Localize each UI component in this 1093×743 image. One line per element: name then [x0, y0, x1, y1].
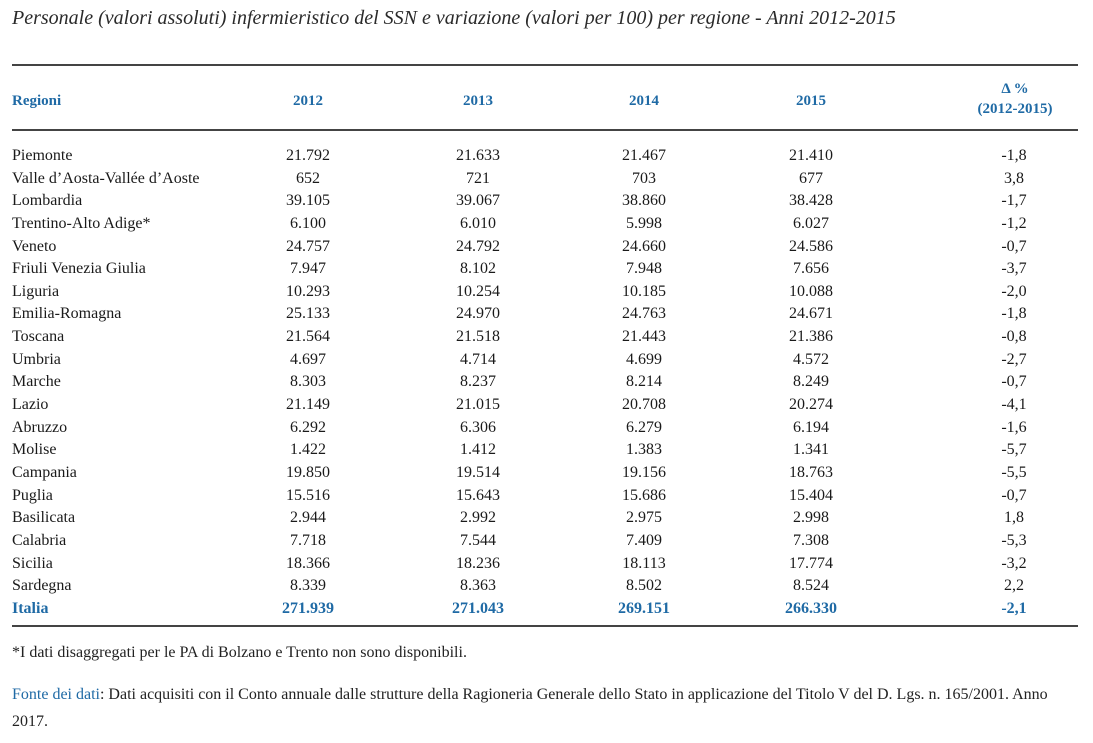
value-2014: 1.383 [626, 441, 662, 459]
region-name: Friuli Venezia Giulia [12, 260, 146, 278]
source-label: Fonte dei dati [12, 686, 100, 703]
value-2015: 24.671 [789, 305, 833, 323]
region-name: Umbria [12, 350, 61, 368]
value-2012: 6.100 [290, 214, 326, 232]
value-2014: 4.699 [626, 350, 662, 368]
region-name: Valle d’Aosta-Vallée d’Aoste [12, 169, 200, 187]
value-delta: -0,7 [1001, 373, 1027, 391]
value-2014: 19.156 [622, 463, 666, 481]
table-row [12, 553, 1078, 576]
region-name: Marche [12, 373, 61, 391]
table-row [12, 190, 1078, 213]
region-name: Puglia [12, 486, 53, 504]
value-delta: -0,7 [1001, 486, 1027, 504]
value-2015: 20.274 [789, 396, 833, 414]
value-2014: 2.975 [626, 509, 662, 527]
value-2013: 2.992 [460, 509, 496, 527]
region-name: Sicilia [12, 554, 53, 572]
value-2014: 8.502 [626, 577, 662, 595]
value-2013: 24.792 [456, 237, 500, 255]
value-2015: 6.027 [793, 214, 829, 232]
value-2014: 5.998 [626, 214, 662, 232]
table-row [12, 530, 1078, 553]
value-delta: -1,8 [1001, 147, 1027, 164]
value-delta: -2,1 [1001, 599, 1027, 617]
header-2013: 2013 [463, 93, 493, 109]
header-regioni: Regioni [12, 93, 62, 109]
value-2012: 19.850 [286, 463, 330, 481]
value-2014: 15.686 [622, 486, 666, 504]
value-2012: 21.564 [286, 328, 330, 346]
value-2014: 7.948 [626, 260, 662, 278]
value-2012: 24.757 [286, 237, 330, 255]
value-2012: 2.944 [290, 509, 326, 527]
value-delta: -5,5 [1001, 463, 1027, 481]
value-2014: 21.467 [622, 147, 666, 164]
value-2015: 8.524 [793, 577, 829, 595]
value-2012: 271.939 [282, 599, 334, 617]
source-text: : Dati acquisiti con il Conto annuale dalle strutture della Ragioneria Generale dello Stato in applicazione del Titolo V del D. Lgs. n. 165/2001. Anno 2017. [12, 686, 1048, 730]
value-2015: 7.308 [793, 531, 829, 549]
value-2015: 266.330 [785, 599, 837, 617]
value-2012: 6.292 [290, 418, 326, 436]
value-2012: 8.303 [290, 373, 326, 391]
header-delta-period: (2012-2015) [977, 101, 1053, 117]
table-row [12, 417, 1078, 440]
value-2012: 39.105 [286, 192, 330, 210]
value-2014: 38.860 [622, 192, 666, 210]
value-2012: 7.718 [290, 531, 326, 549]
value-2012: 4.697 [290, 350, 326, 368]
region-name: Sardegna [12, 577, 72, 595]
table-row-total [12, 598, 1078, 621]
value-2014: 6.279 [626, 418, 662, 436]
value-2014: 10.185 [622, 282, 666, 300]
value-2013: 24.970 [456, 305, 500, 323]
value-2013: 4.714 [460, 350, 496, 368]
table-row [12, 326, 1078, 349]
value-2014: 7.409 [626, 531, 662, 549]
value-2013: 15.643 [456, 486, 500, 504]
value-2012: 15.516 [286, 486, 330, 504]
table-title: Personale (valori assoluti) infermieristico del SSN e variazione (valori per 100) per regione - Anni 2012-2015 [12, 7, 896, 29]
value-2012: 18.366 [286, 554, 330, 572]
value-delta: -1,6 [1001, 418, 1027, 436]
value-delta: -4,1 [1001, 396, 1027, 414]
value-2013: 10.254 [456, 282, 500, 300]
table-row [12, 439, 1078, 462]
value-2013: 8.237 [460, 373, 496, 391]
table-row [12, 485, 1078, 508]
header-rule [12, 129, 1078, 131]
footnote: *I dati disaggregati per le PA di Bolzano e Trento non sono disponibili. [12, 644, 467, 661]
region-name: Abruzzo [12, 418, 68, 436]
value-2014: 703 [632, 169, 656, 187]
value-2014: 24.763 [622, 305, 666, 323]
table-row [12, 575, 1078, 598]
region-name: Italia [12, 599, 49, 617]
value-2015: 8.249 [793, 373, 829, 391]
table-body [12, 145, 1078, 620]
table-row [12, 462, 1078, 485]
value-delta: 1,8 [1004, 509, 1024, 527]
table-row [12, 236, 1078, 259]
value-2012: 1.422 [290, 441, 326, 459]
region-name: Trentino-Alto Adige* [12, 214, 151, 232]
value-2013: 1.412 [460, 441, 496, 459]
value-delta: -0,7 [1001, 237, 1027, 255]
value-2012: 10.293 [286, 282, 330, 300]
value-delta: -2,0 [1001, 282, 1027, 300]
value-2012: 25.133 [286, 305, 330, 323]
value-2015: 21.410 [789, 147, 833, 164]
table-row [12, 507, 1078, 530]
value-delta: -1,8 [1001, 305, 1027, 323]
value-2015: 18.763 [789, 463, 833, 481]
value-2013: 271.043 [452, 599, 504, 617]
table-row [12, 258, 1078, 281]
value-2012: 21.149 [286, 396, 330, 414]
value-2012: 652 [296, 169, 320, 187]
value-delta: 2,2 [1004, 577, 1024, 595]
region-name: Molise [12, 441, 57, 459]
value-delta: -1,2 [1001, 214, 1027, 232]
value-2013: 19.514 [456, 463, 500, 481]
header-2012: 2012 [293, 93, 323, 109]
value-2015: 677 [799, 169, 823, 187]
table-row [12, 394, 1078, 417]
table-row [12, 371, 1078, 394]
value-delta: 3,8 [1004, 169, 1024, 187]
value-2013: 21.518 [456, 328, 500, 346]
value-2015: 15.404 [789, 486, 833, 504]
header-2015: 2015 [796, 93, 826, 109]
value-2013: 6.010 [460, 214, 496, 232]
source-note [12, 681, 1082, 735]
value-delta: -5,3 [1001, 531, 1027, 549]
top-rule [12, 64, 1078, 66]
region-name: Piemonte [12, 147, 73, 164]
header-delta-symbol: Δ % [1001, 81, 1029, 97]
value-delta: -0,8 [1001, 328, 1027, 346]
region-name: Veneto [12, 237, 57, 255]
value-2013: 39.067 [456, 192, 500, 210]
value-2013: 721 [466, 169, 490, 187]
value-2015: 38.428 [789, 192, 833, 210]
bottom-rule [12, 625, 1078, 627]
value-2014: 18.113 [622, 554, 666, 572]
value-2014: 21.443 [622, 328, 666, 346]
table-row [12, 281, 1078, 304]
value-delta: -3,7 [1001, 260, 1027, 278]
value-2015: 7.656 [793, 260, 829, 278]
value-2015: 4.572 [793, 350, 829, 368]
header-2014: 2014 [629, 93, 659, 109]
value-2013: 7.544 [460, 531, 496, 549]
region-name: Campania [12, 463, 77, 481]
value-2015: 24.586 [789, 237, 833, 255]
value-2015: 21.386 [789, 328, 833, 346]
value-2012: 7.947 [290, 260, 326, 278]
region-name: Lazio [12, 396, 49, 414]
value-2013: 21.015 [456, 396, 500, 414]
value-2015: 6.194 [793, 418, 829, 436]
table-row [12, 145, 1078, 168]
value-2013: 21.633 [456, 147, 500, 164]
value-delta: -1,7 [1001, 192, 1027, 210]
table-row [12, 213, 1078, 236]
value-2015: 10.088 [789, 282, 833, 300]
header-delta [955, 79, 1075, 119]
value-2014: 20.708 [622, 396, 666, 414]
value-2013: 18.236 [456, 554, 500, 572]
value-2014: 269.151 [618, 599, 670, 617]
value-2014: 8.214 [626, 373, 662, 391]
region-name: Toscana [12, 328, 65, 346]
value-2013: 8.363 [460, 577, 496, 595]
value-2013: 6.306 [460, 418, 496, 436]
table-row [12, 168, 1078, 191]
region-name: Lombardia [12, 192, 83, 210]
value-delta: -5,7 [1001, 441, 1027, 459]
value-2015: 17.774 [789, 554, 833, 572]
table-row [12, 349, 1078, 372]
region-name: Liguria [12, 282, 60, 300]
value-2013: 8.102 [460, 260, 496, 278]
region-name: Calabria [12, 531, 67, 549]
value-delta: -2,7 [1001, 350, 1027, 368]
region-name: Emilia-Romagna [12, 305, 122, 323]
value-2015: 2.998 [793, 509, 829, 527]
value-delta: -3,2 [1001, 554, 1027, 572]
value-2012: 8.339 [290, 577, 326, 595]
value-2012: 21.792 [286, 147, 330, 164]
value-2015: 1.341 [793, 441, 829, 459]
table-row [12, 303, 1078, 326]
value-2014: 24.660 [622, 237, 666, 255]
region-name: Basilicata [12, 509, 76, 527]
